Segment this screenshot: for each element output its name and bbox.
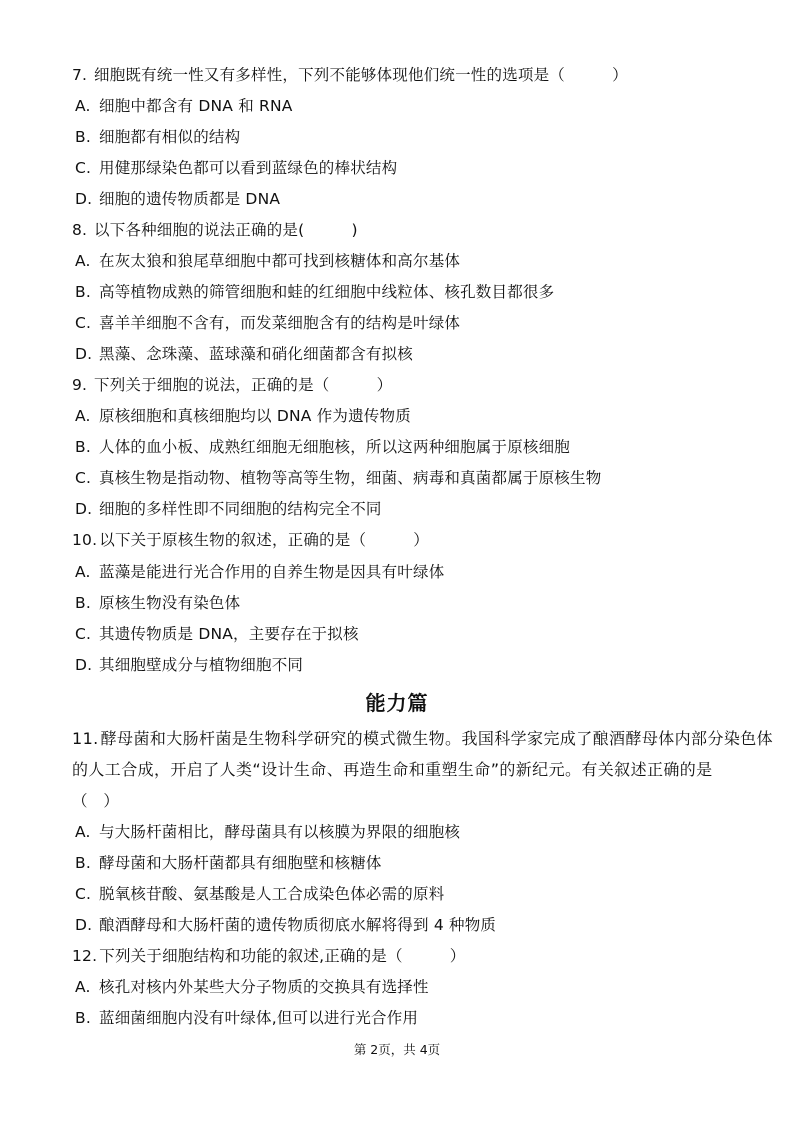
option-text: 细胞中都含有 DNA 和 RNA — [99, 97, 293, 115]
question-number: 10. — [72, 531, 98, 549]
option-letter: B. — [75, 854, 91, 872]
question-number: 11. — [72, 729, 99, 748]
question-11-option-d — [75, 915, 754, 935]
question-text: 细胞既有统一性又有多样性，下列不能够体现他们统一性的选项是（ ） — [94, 66, 628, 84]
option-text: 人体的血小板、成熟红细胞无细胞核，所以这两种细胞属于原核细胞 — [99, 438, 571, 456]
question-number: 9. — [72, 376, 88, 394]
option-text: 黑藻、念珠藻、蓝球藻和硝化细菌都含有拟核 — [99, 345, 414, 363]
option-text: 酿酒酵母和大肠杆菌的遗传物质彻底水解将得到 4 种物质 — [99, 916, 497, 934]
option-text: 高等植物成熟的筛管细胞和蛙的红细胞中线粒体、核孔数目都很多 — [99, 283, 555, 301]
question-10-option-a — [75, 562, 754, 582]
option-text: 与大肠杆菌相比，酵母菌具有以核膜为界限的细胞核 — [99, 823, 461, 841]
question-10-stem — [72, 530, 754, 550]
option-text: 细胞的遗传物质都是 DNA — [99, 190, 281, 208]
option-letter: C. — [75, 159, 92, 177]
question-9-option-d — [75, 499, 754, 519]
question-text: 以下各种细胞的说法正确的是( ) — [94, 221, 358, 239]
question-7-option-d — [75, 189, 754, 209]
question-8-stem — [72, 220, 754, 240]
question-11-stem-line-3 — [72, 791, 754, 811]
page-footer: 第 2页，共 4页 — [353, 1042, 441, 1057]
question-7-stem — [72, 65, 754, 85]
question-number: 12. — [72, 947, 98, 965]
section-title: 能力篇 — [365, 691, 429, 715]
question-11-stem-line-2 — [72, 760, 754, 780]
question-text: 酵母菌和大肠杆菌是生物科学研究的模式微生物。我国科学家完成了酿酒酵母体内部分染色体 — [100, 729, 774, 748]
answer-blank: （ ） — [72, 792, 120, 810]
option-text: 脱氧核苷酸、氨基酸是人工合成染色体必需的原料 — [99, 885, 445, 903]
option-letter: A. — [75, 97, 91, 115]
option-letter: B. — [75, 438, 91, 456]
option-text: 其遗传物质是 DNA，主要存在于拟核 — [99, 625, 359, 643]
question-11-option-c — [75, 884, 754, 904]
option-letter: D. — [75, 656, 93, 674]
option-letter: D. — [75, 345, 93, 363]
question-9-option-b — [75, 437, 754, 457]
option-text: 喜羊羊细胞不含有，而发菜细胞含有的结构是叶绿体 — [99, 314, 461, 332]
question-number: 7. — [72, 66, 88, 84]
option-text: 原核细胞和真核细胞均以 DNA 作为遗传物质 — [99, 407, 411, 425]
question-text: 的人工合成，开启了人类“设计生命、再造生命和重塑生命”的新纪元。有关叙述正确的是 — [72, 760, 713, 779]
option-letter: C. — [75, 625, 92, 643]
option-text: 细胞都有相似的结构 — [99, 128, 241, 146]
question-11-option-a — [75, 822, 754, 842]
option-text: 在灰太狼和狼尾草细胞中都可找到核糖体和高尔基体 — [99, 252, 461, 270]
option-text: 用健那绿染色都可以看到蓝绿色的棒状结构 — [99, 159, 398, 177]
question-7-option-a — [75, 96, 754, 116]
question-number: 8. — [72, 221, 88, 239]
question-10-option-d — [75, 655, 754, 675]
option-letter: A. — [75, 823, 91, 841]
question-8-option-b — [75, 282, 754, 302]
option-letter: A. — [75, 407, 91, 425]
option-text: 细胞的多样性即不同细胞的结构完全不同 — [99, 500, 382, 518]
option-letter: B. — [75, 1009, 91, 1027]
option-letter: C. — [75, 885, 92, 903]
option-text: 其细胞壁成分与植物细胞不同 — [99, 656, 304, 674]
option-letter: A. — [75, 978, 91, 996]
question-10-option-c — [75, 624, 754, 644]
question-8-option-c — [75, 313, 754, 333]
option-letter: C. — [75, 469, 92, 487]
option-letter: D. — [75, 190, 93, 208]
option-text: 蓝藻是能进行光合作用的自养生物是因具有叶绿体 — [99, 563, 445, 581]
question-7-option-b — [75, 127, 754, 147]
question-text: 下列关于细胞的说法，正确的是（ ） — [94, 376, 393, 394]
question-7-option-c — [75, 158, 754, 178]
option-text: 核孔对核内外某些大分子物质的交换具有选择性 — [99, 978, 429, 996]
option-letter: D. — [75, 916, 93, 934]
option-text: 酵母菌和大肠杆菌都具有细胞壁和核糖体 — [99, 854, 382, 872]
question-text: 以下关于原核生物的叙述，正确的是（ ） — [99, 531, 429, 549]
question-text: 下列关于细胞结构和功能的叙述,正确的是（ ） — [99, 947, 466, 965]
option-letter: A. — [75, 563, 91, 581]
option-letter: C. — [75, 314, 92, 332]
option-letter: B. — [75, 128, 91, 146]
question-9-stem — [72, 375, 754, 395]
option-letter: B. — [75, 594, 91, 612]
question-8-option-d — [75, 344, 754, 364]
question-9-option-a — [75, 406, 754, 426]
question-12-option-b — [75, 1008, 754, 1028]
question-9-option-c — [75, 468, 754, 488]
option-letter: D. — [75, 500, 93, 518]
option-text: 真核生物是指动物、植物等高等生物，细菌、病毒和真菌都属于原核生物 — [99, 469, 602, 487]
question-11-stem-line-1 — [72, 729, 774, 749]
option-letter: B. — [75, 283, 91, 301]
option-text: 原核生物没有染色体 — [99, 594, 241, 612]
question-12-stem — [72, 946, 754, 966]
question-8-option-a — [75, 251, 754, 271]
option-text: 蓝细菌细胞内没有叶绿体,但可以进行光合作用 — [99, 1009, 419, 1027]
question-10-option-b — [75, 593, 754, 613]
question-12-option-a — [75, 977, 754, 997]
option-letter: A. — [75, 252, 91, 270]
question-11-option-b — [75, 853, 754, 873]
